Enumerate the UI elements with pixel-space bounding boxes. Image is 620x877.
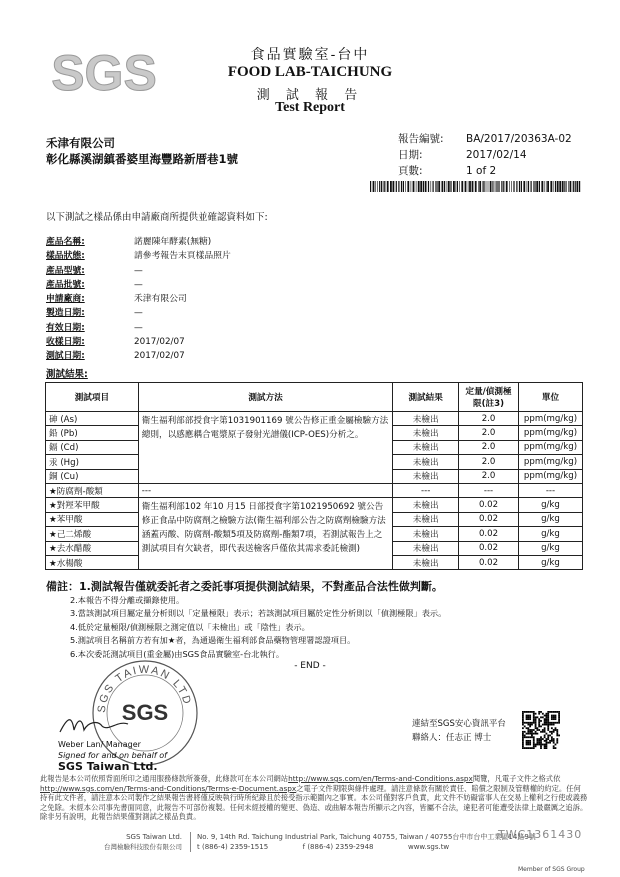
cell-method-heavy-metals: 衛生福利部部授食字第1031901169 號公告修正重金屬檢驗方法總則，以感應耦合電漿原子發射光譜儀(ICP-OES)分析之。 <box>138 412 392 484</box>
contact-block <box>412 717 506 745</box>
cell-result: 未檢出 <box>393 440 459 454</box>
member-text: Member of SGS Group <box>518 866 585 873</box>
cell-limit: 0.02 <box>459 527 519 541</box>
cell-limit: 2.0 <box>459 412 519 426</box>
client-block <box>46 135 238 167</box>
cell-item: 汞 (Hg) <box>46 455 139 469</box>
field-label: 申請廠商: <box>46 294 85 305</box>
field-row <box>46 321 231 335</box>
cell-limit: 0.02 <box>459 541 519 555</box>
svg-text:SGS: SGS <box>51 45 157 101</box>
signer-org: SGS Taiwan Ltd. <box>58 760 158 773</box>
field-label: 有效日期: <box>46 322 85 333</box>
svg-text:SGS: SGS <box>121 700 169 725</box>
end-marker: - END - <box>294 661 326 671</box>
cell-limit: 0.02 <box>459 555 519 569</box>
field-row <box>46 292 231 306</box>
cell-item: 銅 (Cu) <box>46 469 139 483</box>
cell-unit: g/kg <box>518 541 582 555</box>
barcode <box>370 181 582 192</box>
field-label: 產品批號: <box>46 279 85 290</box>
cell-limit: 2.0 <box>459 426 519 440</box>
results-table <box>45 382 583 570</box>
field-value: 禾津有限公司 <box>134 294 187 305</box>
qr-code[interactable] <box>522 711 560 749</box>
field-label: 產品名稱: <box>46 237 85 247</box>
signer-for: Signed for and on behalf of <box>58 751 167 760</box>
client-name: 禾津有限公司 <box>46 136 115 150</box>
field-value: — <box>134 279 143 290</box>
cell-method-preservatives: 衛生福利部102 年10 月15 日部授食字第1021950692 號公告修正食品中防腐劑之檢驗方法(衛生福利部公告之防腐劑檢驗方法涵蓋丙酸、防腐劑-酸類5項及防腐劑-酯類7項，若測試報告上之測試項目有欠缺者，即代表送檢客戶僅依其需求委託檢測) <box>138 498 392 570</box>
cell-limit: 0.02 <box>459 512 519 526</box>
client-address: 彰化縣溪湖鎮番婆里海豐路新厝巷1號 <box>46 152 238 166</box>
lab-title-en: FOOD LAB-TAICHUNG <box>227 64 393 80</box>
cell-unit: g/kg <box>518 498 582 512</box>
note-3: 3.當該測試項目屬定量分析則以「定量極限」表示；若該測試項目屬於定性分析則以「偵測極限」表示。 <box>70 608 447 618</box>
cell-unit: g/kg <box>518 527 582 541</box>
date-label: 日期: <box>398 149 423 161</box>
disclaimer <box>40 774 588 822</box>
cell-limit: 2.0 <box>459 469 519 483</box>
field-row <box>46 235 231 249</box>
intro-text: 以下測試之樣品係由申請廠商所提供並確認資料如下: <box>46 212 268 223</box>
footer-fax: f (886-4) 2359-2948 <box>302 843 374 851</box>
signer-block <box>58 714 167 772</box>
field-value: — <box>134 265 143 276</box>
footer <box>0 826 620 873</box>
results-title: 測試結果: <box>46 369 88 380</box>
cell-unit: ppm(mg/kg) <box>518 440 582 454</box>
report-title-en: Test Report <box>275 100 345 115</box>
cell-result: 未檢出 <box>393 469 459 483</box>
contact-line-1: 連結至SGS安心資訊平台 <box>412 719 506 729</box>
field-row <box>46 335 231 349</box>
cell-result: 未檢出 <box>393 527 459 541</box>
cell-item: ★水楊酸 <box>46 555 139 569</box>
disclaimer-text-2: 閱覽，凡電子文件之格式依 <box>472 774 561 783</box>
cell-unit: ppm(mg/kg) <box>518 426 582 440</box>
cell-unit: --- <box>518 483 582 497</box>
field-row <box>46 278 231 292</box>
cell-unit: ppm(mg/kg) <box>518 469 582 483</box>
field-label: 產品型號: <box>46 265 85 276</box>
cell-result: 未檢出 <box>393 426 459 440</box>
field-value: — <box>134 322 143 333</box>
cell-limit: 2.0 <box>459 455 519 469</box>
footer-phone: t (886-4) 2359-1515 <box>197 843 269 851</box>
table-row <box>46 498 583 512</box>
serial-number: TWC1361430 <box>498 828 583 841</box>
contact-line-2: 聯絡人：任志正 博士 <box>412 733 492 743</box>
cell-item: 鉛 (Pb) <box>46 426 139 440</box>
table-row <box>46 483 583 497</box>
cell-limit: 0.02 <box>459 498 519 512</box>
table-header-row <box>46 383 583 412</box>
report-date: 2017/02/14 <box>466 149 527 161</box>
field-row <box>46 306 231 320</box>
cell-item: 砷 (As) <box>46 412 139 426</box>
report-meta <box>398 131 572 179</box>
page-count: 1 of 2 <box>466 165 497 177</box>
cell-item: ★苯甲酸 <box>46 512 139 526</box>
cell-result: 未檢出 <box>393 555 459 569</box>
col-header-item: 測試項目 <box>46 383 139 412</box>
field-value: — <box>134 308 143 319</box>
cell-result: --- <box>393 483 459 497</box>
svg-text:SGS TAIWAN LTD: SGS TAIWAN LTD <box>95 663 194 714</box>
cell-unit: g/kg <box>518 512 582 526</box>
cell-result: 未檢出 <box>393 498 459 512</box>
note-1: 1.測試報告僅就委託者之委託事項提供測試結果，不對產品合法性做判斷。 <box>79 580 443 593</box>
table-row <box>46 412 583 426</box>
cell-result: 未檢出 <box>393 512 459 526</box>
cell-item: ★對羥苯甲酸 <box>46 498 139 512</box>
cell-result: 未檢出 <box>393 541 459 555</box>
field-value: 諾麗陳年酵素(無糖) <box>134 237 212 247</box>
page-label: 頁數: <box>398 165 423 177</box>
field-label: 測試日期: <box>46 351 85 362</box>
terms-edoc-link[interactable]: http://www.sgs.com/en/Terms-and-Conditions/Terms-e-Document.aspx <box>40 783 297 793</box>
report-no-label: 報告編號: <box>398 133 444 145</box>
notes <box>46 580 446 661</box>
field-row <box>46 249 231 263</box>
note-4: 4.低於定量極限/偵測極限之測定值以「未檢出」或「陰性」表示。 <box>70 621 310 632</box>
disclaimer-text-3: 之電子文件期限與條件處理。請注意條款有關於責任、賠償之限制及管轄權的約定。任何持有此文件者，請注意本公司製作之結果報告書將僅反映執行時所紀錄且於接受指示範圍內之事實。本公司僅對客戶負責，此文件不妨礙當事人在交易上權利之行使或義務之免除。未經本公司事先書面同意，此報告不可部份複製。任何未經授權的變更、偽造、或曲解本報告所顯示之內容，皆屬不合法，違犯者可能遭受法律上最嚴厲之追訴。除非另有說明，此報告結果僅對測試之樣品負責。 <box>40 783 588 822</box>
col-header-unit: 單位 <box>518 383 582 412</box>
footer-company-en: SGS Taiwan Ltd. <box>126 833 182 841</box>
note-6: 6.本次委託測試項目(重金屬)由SGS食品實驗室-台北執行。 <box>70 648 285 659</box>
notes-label: 備註： <box>46 580 79 593</box>
cell-limit: 2.0 <box>459 440 519 454</box>
signer-name: Weber Lan/ Manager <box>58 740 141 749</box>
col-header-limit: 定量/偵測極限(註3) <box>459 383 519 412</box>
lab-title-cn: 食品實驗室-台中 <box>250 47 370 63</box>
footer-web[interactable]: www.sgs.tw <box>407 843 450 851</box>
note-5: 5.測試項目名稱前方若有加★者，為通過衛生福利部食品藥物管理署認證項目。 <box>70 635 356 645</box>
signature <box>58 714 148 736</box>
field-value: 請參考報告末頁樣品照片 <box>134 251 231 262</box>
col-header-result: 測試結果 <box>393 383 459 412</box>
disclaimer-text-1: 此報告是本公司依照背面所印之通用服務條款所簽發，此條款可在本公司網站 <box>40 774 289 783</box>
cell-item: ★己二烯酸 <box>46 527 139 541</box>
cell-item: ★防腐劑-酸類 <box>46 483 139 497</box>
terms-link[interactable]: http://www.sgs.com/en/Terms-and-Conditions.aspx <box>288 774 473 783</box>
cell-limit: --- <box>459 483 519 497</box>
field-label: 樣品狀態: <box>46 251 85 262</box>
cell-result: 未檢出 <box>393 455 459 469</box>
col-header-method: 測試方法 <box>138 383 392 412</box>
field-row <box>46 264 231 278</box>
footer-company-cn: 台灣檢驗科技股份有限公司 <box>104 843 182 851</box>
note-2: 2.本報告不得分離或擷錄使用。 <box>70 594 185 605</box>
field-value: 2017/02/07 <box>134 337 185 348</box>
cell-unit: g/kg <box>518 555 582 569</box>
cell-unit: ppm(mg/kg) <box>518 412 582 426</box>
field-label: 製造日期: <box>46 308 85 319</box>
cell-unit: ppm(mg/kg) <box>518 455 582 469</box>
field-label: 收樣日期: <box>46 337 85 348</box>
cell-result: 未檢出 <box>393 412 459 426</box>
cell-method-group: --- <box>138 483 392 497</box>
field-row <box>46 349 231 363</box>
cell-item: 鎘 (Cd) <box>46 440 139 454</box>
sample-fields <box>46 235 231 364</box>
field-value: 2017/02/07 <box>134 351 185 362</box>
report-no: BA/2017/20363A-02 <box>466 133 572 145</box>
footer-address: No. 9, 14th Rd. Taichung Industrial Park, Taichung 40755, Taiwan / 40755台中市台中工業區14路9號 <box>197 833 536 841</box>
cell-item: ★去水醋酸 <box>46 541 139 555</box>
report-title-cn: 測 試 報 告 <box>256 88 364 103</box>
